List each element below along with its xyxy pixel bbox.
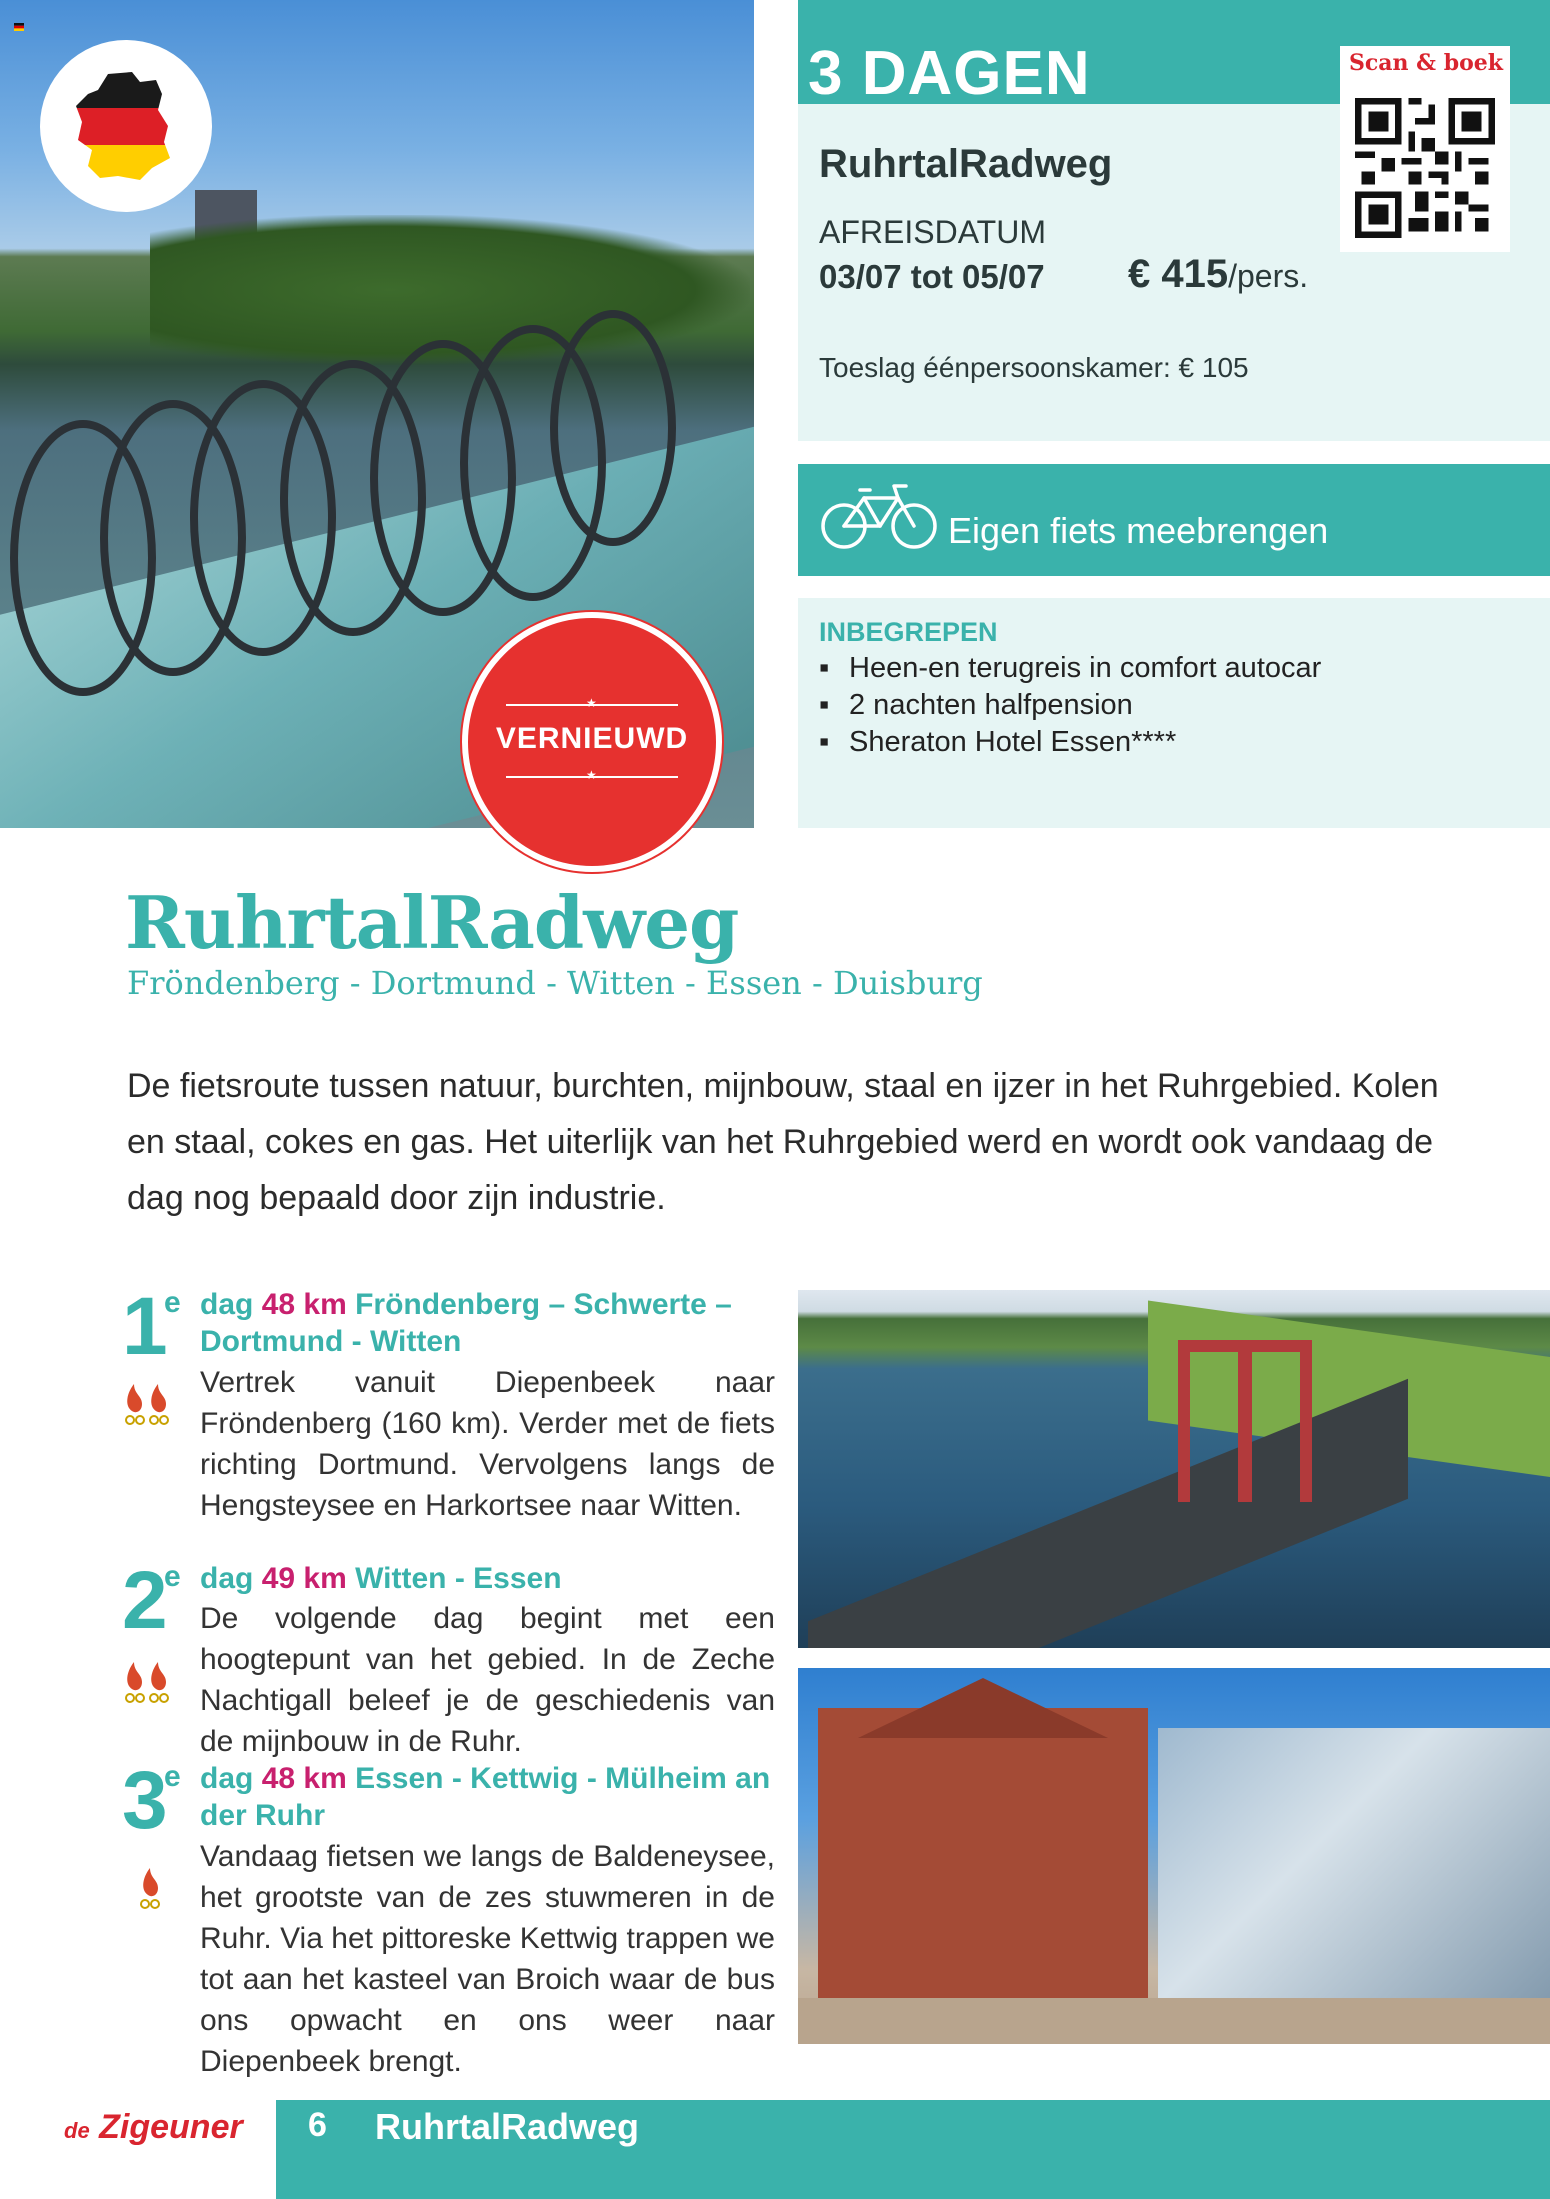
- bicycle-icon: [820, 480, 938, 552]
- footer-title: RuhrtalRadweg: [375, 2106, 640, 2147]
- day-km: 48 km: [261, 1288, 347, 1321]
- day-km: 48 km: [261, 1762, 347, 1795]
- day-km: 49 km: [261, 1562, 347, 1595]
- photo-glass-facade: [1158, 1728, 1550, 2018]
- vernieuwd-badge: [462, 612, 722, 872]
- flame-difficulty-icon: [122, 1378, 174, 1428]
- day-suffix: e: [164, 1286, 181, 1319]
- day-heading: [200, 1760, 775, 1834]
- included-item: ▪ 2 nachten halfpension: [819, 687, 1321, 724]
- scan-label: Scan & boek: [1348, 50, 1503, 76]
- day-suffix: e: [164, 1560, 181, 1593]
- single-room-supplement: Toeslag éénpersoonskamer: € 105: [819, 352, 1249, 383]
- day-number: 1: [122, 1281, 168, 1372]
- day-number: 2: [122, 1555, 168, 1646]
- day-1: [122, 1281, 775, 1526]
- intro-text: De fietsroute tussen natuur, burchten, mijnbouw, staal en ijzer in het Ruhrgebied. Kolen en staal, cokes en gas. Het uiterlijk van het Ruhrgebied werd en wordt ook vandaag de dag nog bepaald door zijn industrie.: [127, 1067, 1439, 1217]
- page-title: RuhrtalRadweg: [125, 880, 739, 965]
- day-suffix: e: [164, 1760, 181, 1793]
- price-value: € 415: [1128, 252, 1229, 296]
- page-number: 6: [308, 2106, 327, 2144]
- day-heading: [200, 1560, 775, 1597]
- photo-hoop: [550, 310, 676, 546]
- day-number: 3: [122, 1755, 168, 1846]
- day-2: [122, 1555, 775, 1758]
- day-word: dag: [200, 1762, 254, 1795]
- included-heading: INBEGREPEN: [819, 617, 998, 647]
- day-heading: [200, 1286, 775, 1360]
- flame-difficulty-icon: [122, 1656, 174, 1706]
- photo-pier: [808, 1379, 1408, 1648]
- day-route: Essen - Kettwig - Mülheim an der Ruhr: [200, 1762, 771, 1832]
- photo-pier-lake: [798, 1290, 1550, 1648]
- days-heading: 3 DAGEN: [808, 39, 1091, 108]
- germany-map-icon: [40, 40, 212, 212]
- brand-prefix: de: [64, 2118, 90, 2143]
- day-3: [122, 1755, 775, 2078]
- day-route: Witten - Essen: [355, 1562, 562, 1595]
- brand-logo: [64, 2108, 243, 2147]
- day-route: Fröndenberg – Schwerte – Dortmund - Witten: [200, 1288, 732, 1358]
- photo-dortmund-building: [798, 1668, 1550, 2044]
- star-icon: ★: [586, 696, 597, 710]
- flame-difficulty-icon: [136, 1862, 164, 1912]
- photo-brick-building: [818, 1708, 1148, 2008]
- brand-name: Zigeuner: [99, 2108, 243, 2146]
- price: [1128, 252, 1308, 297]
- photo-red-gate: [1238, 1340, 1312, 1502]
- qr-code[interactable]: [1355, 98, 1495, 238]
- departure-label: AFREISDATUM: [819, 214, 1046, 250]
- route-subtitle: Fröndenberg - Dortmund - Witten - Essen - Duisburg: [127, 964, 983, 1002]
- bike-text: Eigen fiets meebrengen: [948, 510, 1329, 551]
- day-text: De volgende dag begint met een hoogtepunt van het gebied. In de Zeche Nachtigall beleef je de geschiedenis van de mijnbouw in de Ruhr.: [200, 1602, 775, 1758]
- trip-title: RuhrtalRadweg: [819, 142, 1113, 186]
- price-unit: /pers.: [1228, 258, 1309, 294]
- included-list: [819, 650, 1321, 761]
- day-text: Vertrek vanuit Diepenbeek naar Fröndenberg (160 km). Verder met de fiets richting Dortmund. Vervolgens langs de Hengsteysee en Harkortsee naar Witten.: [200, 1366, 775, 1522]
- day-word: dag: [200, 1288, 254, 1321]
- tiny-flag-icon: [14, 18, 24, 26]
- star-icon: ★: [586, 768, 597, 782]
- photo-plaza: [798, 1998, 1550, 2044]
- day-word: dag: [200, 1562, 254, 1595]
- badge-label: VERNIEUWD: [495, 722, 689, 755]
- included-item: ▪ Sheraton Hotel Essen****: [819, 724, 1321, 761]
- departure-dates: 03/07 tot 05/07: [819, 258, 1045, 295]
- day-text: Vandaag fietsen we langs de Baldeneysee, het grootste van de zes stuwmeren in de Ruhr. Via het pittoreske Kettwig trappen we tot aan het kasteel van Broich waar de bus ons opwacht en ons weer naar Diepenbeek brengt.: [200, 1840, 775, 2078]
- included-item: ▪ Heen-en terugreis in comfort autocar: [819, 650, 1321, 687]
